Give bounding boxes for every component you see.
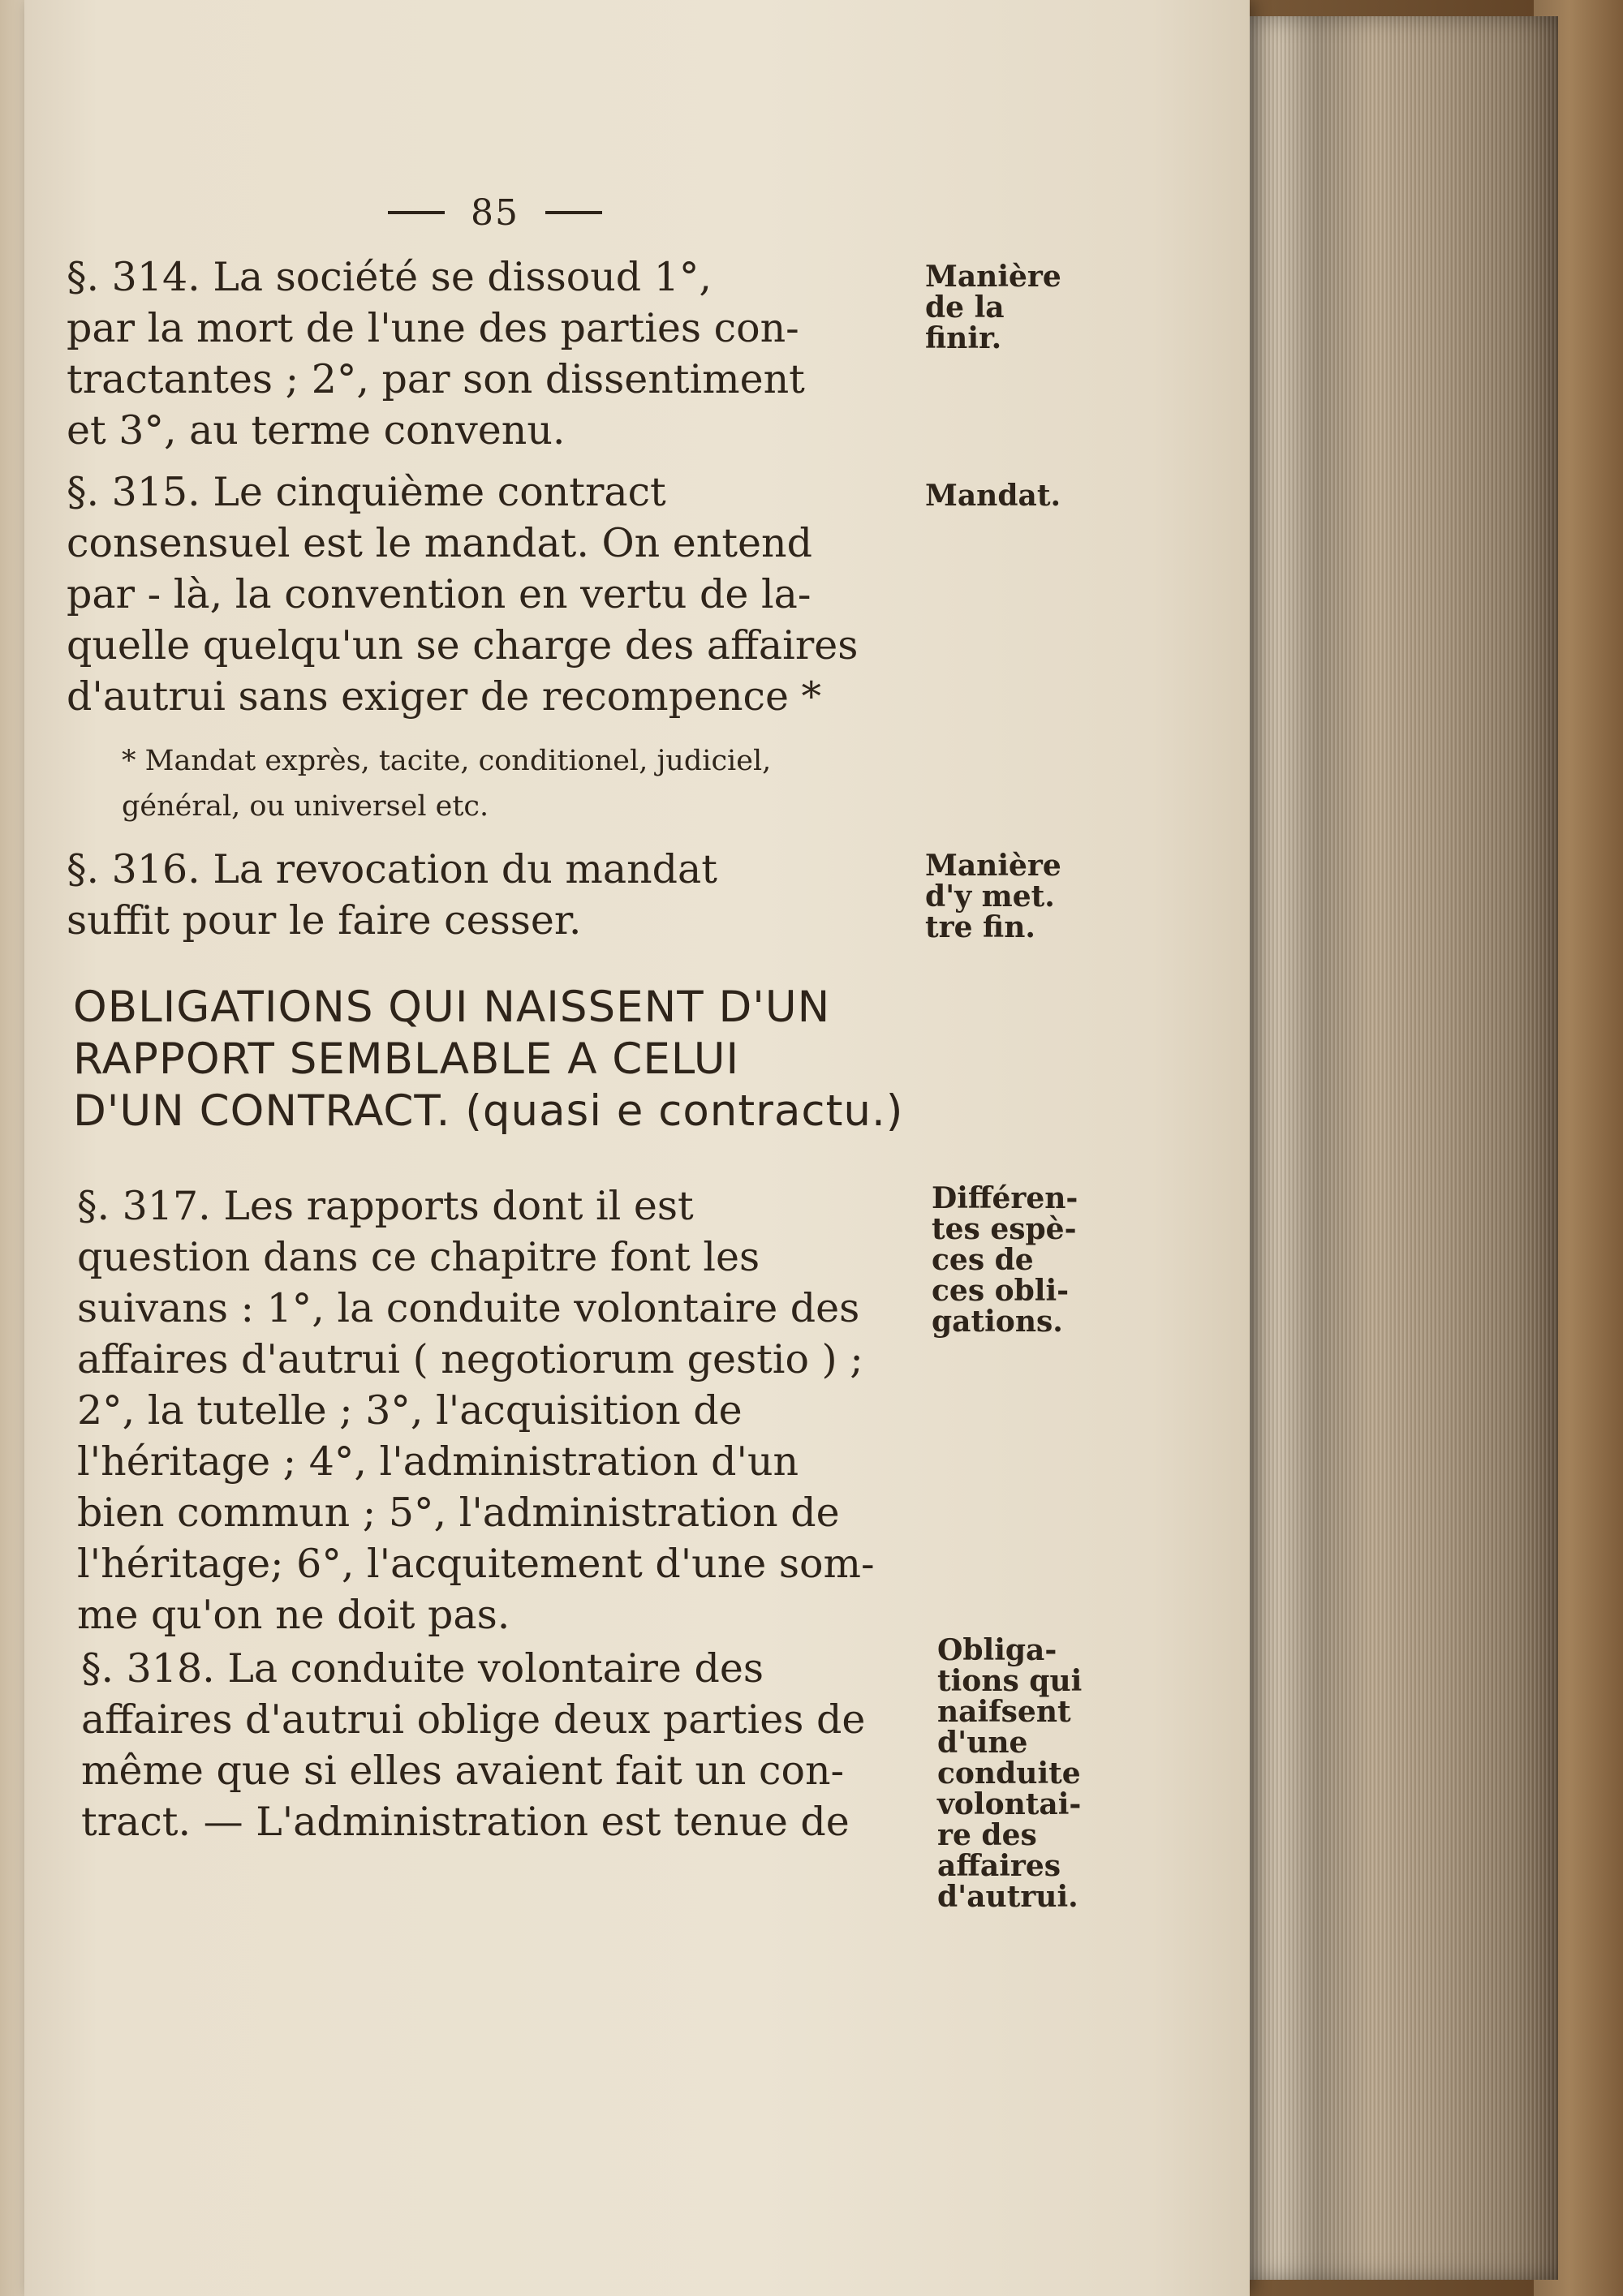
footnote xyxy=(122,738,933,829)
header-dash-left xyxy=(388,211,445,214)
line: §. 317. Les rapports dont il est xyxy=(77,1183,694,1229)
line: par la mort de l'une des parties con- xyxy=(67,305,799,351)
margin-note-316: Manière d'y met. tre fin. xyxy=(925,849,1061,944)
line: 2°, la tutelle ; 3°, l'acquisition de xyxy=(77,1387,743,1434)
line: par - là, la convention en vertu de la- xyxy=(67,571,812,617)
line: question dans ce chapitre font les xyxy=(77,1234,760,1280)
heading-line: D'UN CONTRACT. (quasi e contractu.) xyxy=(73,1086,904,1136)
paragraph-314 xyxy=(67,252,919,456)
margin-note-318: Obliga- tions qui naifsent d'une conduite volontai- re des affaires d'autrui. xyxy=(937,1633,1083,1914)
line: affaires d'autrui oblige deux parties de xyxy=(81,1696,866,1743)
margin-note-317: Différen- tes espè- ces de ces obli- gations. xyxy=(932,1181,1078,1339)
line: §. 315. Le cinquième contract xyxy=(67,469,666,515)
line: §. 318. La conduite volontaire des xyxy=(81,1645,764,1692)
line: même que si elles avaient fait un con- xyxy=(81,1748,845,1794)
chapter-heading xyxy=(73,982,933,1137)
paragraph-317 xyxy=(77,1180,929,1640)
paragraph-318 xyxy=(81,1643,933,1847)
paragraph-316 xyxy=(67,844,919,946)
line: tractantes ; 2°, par son dissentiment xyxy=(67,356,805,402)
page-header xyxy=(341,180,649,245)
header-dash-right xyxy=(545,211,602,214)
line: l'héritage; 6°, l'acquitement d'une som- xyxy=(77,1541,875,1587)
line: d'autrui sans exiger de recompence * xyxy=(67,673,822,720)
line: tract. — L'administration est tenue de xyxy=(81,1799,850,1845)
footnote-line: * Mandat exprès, tacite, conditionel, judiciel, xyxy=(122,745,772,777)
line: et 3°, au terme convenu. xyxy=(67,407,566,454)
line: §. 316. La revocation du mandat xyxy=(67,846,717,892)
paragraph-315 xyxy=(67,467,919,722)
line: l'héritage ; 4°, l'administration d'un xyxy=(77,1438,799,1485)
heading-line: OBLIGATIONS QUI NAISSENT D'UN xyxy=(73,982,831,1032)
page-number: 85 xyxy=(471,191,519,234)
line: quelle quelqu'un se charge des affaires xyxy=(67,622,859,669)
line: bien commun ; 5°, l'administration de xyxy=(77,1490,840,1536)
heading-line: RAPPORT SEMBLABLE A CELUI xyxy=(73,1034,740,1084)
margin-note-315: Mandat. xyxy=(925,479,1061,513)
line: me qu'on ne doit pas. xyxy=(77,1592,510,1638)
line: consensuel est le mandat. On entend xyxy=(67,520,812,566)
margin-note-314: Manière de la finir. xyxy=(925,260,1061,355)
line: affaires d'autrui ( negotiorum gestio ) ; xyxy=(77,1336,863,1382)
line: suivans : 1°, la conduite volontaire des xyxy=(77,1285,860,1331)
line: suffit pour le faire cesser. xyxy=(67,897,582,944)
line: §. 314. La société se dissoud 1°, xyxy=(67,254,712,300)
footnote-line: général, ou universel etc. xyxy=(122,790,489,823)
